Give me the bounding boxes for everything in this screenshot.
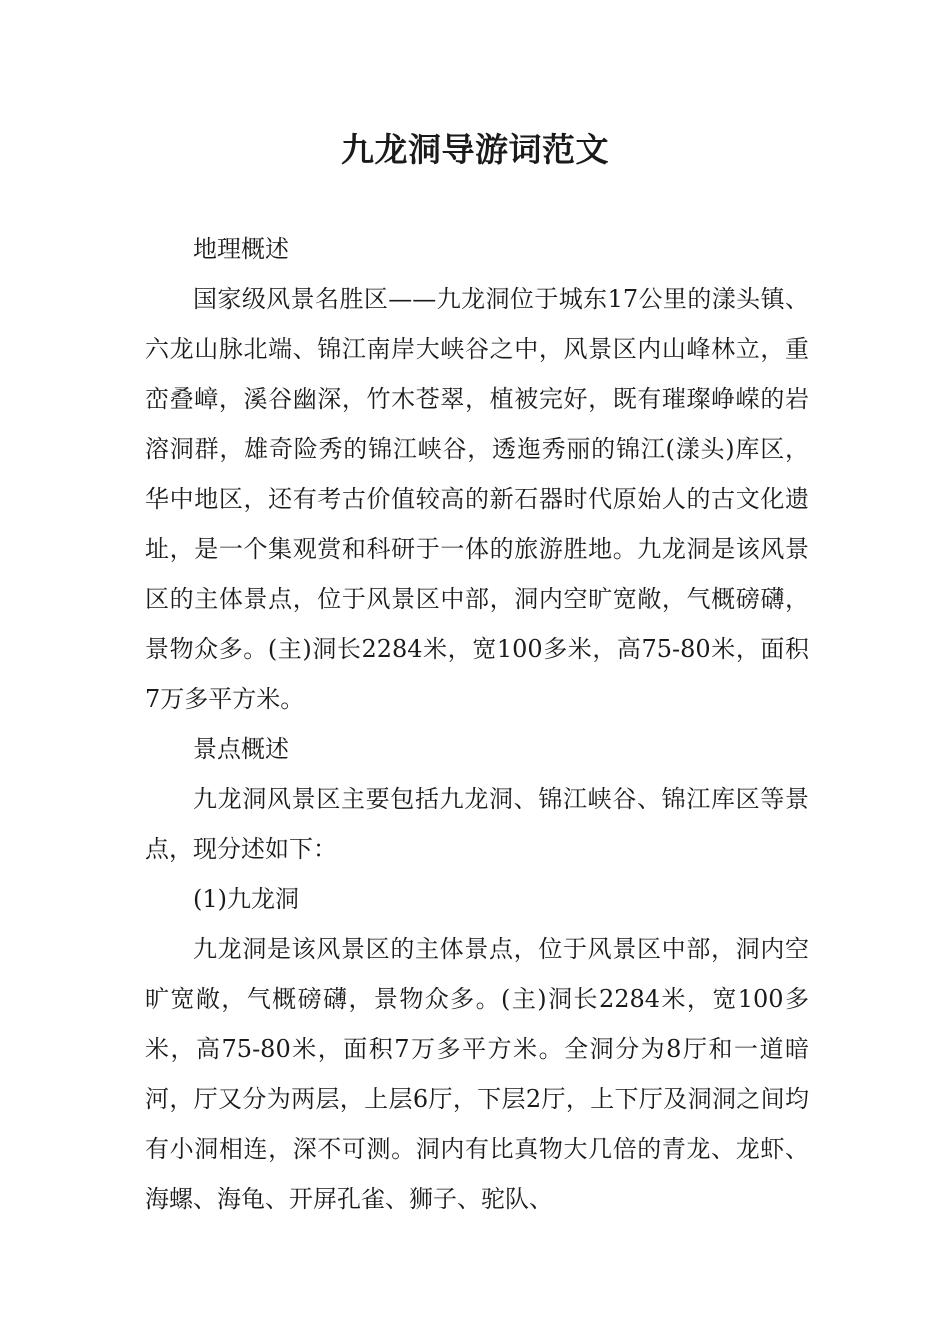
paragraph-attractions-intro: 九龙洞风景区主要包括九龙洞、锦江峡谷、锦江库区等景点，现分述如下： bbox=[145, 785, 809, 863]
section-heading-attractions: 景点概述 bbox=[193, 735, 289, 763]
document-body bbox=[145, 224, 809, 1224]
paragraph-geography: 国家级风景名胜区——九龙洞位于城东17公里的漾头镇、六龙山脉北端、锦江南岸大峡谷之中，风景区内山峰林立，重峦叠嶂，溪谷幽深，竹木苍翠，植被完好，既有璀璨峥嵘的岩溶洞群，雄奇险秀的锦江峡谷，透迤秀丽的锦江(漾头)库区，华中地区，还有考古价值较高的新石器时代原始人的古文化遗址，是一个集观赏和科研于一体的旅游胜地。九龙洞是该风景区的主体景点，位于风景区中部，洞内空旷宽敞，气概磅礴，景物众多。(主)洞长2284米，宽100多米，高75-80米，面积7万多平方米。 bbox=[145, 285, 809, 713]
document-title: 九龙洞导游词范文 bbox=[341, 130, 609, 169]
section-heading-geography: 地理概述 bbox=[193, 235, 289, 263]
paragraph-jiulong-cave: 九龙洞是该风景区的主体景点，位于风景区中部，洞内空旷宽敞，气概磅礴，景物众多。(主)洞长2284米，宽100多米，高75-80米，面积7万多平方米。全洞分为8厅和一道暗河，厅又分为两层，上层6厅，下层2厅，上下厅及洞洞之间均有小洞相连，深不可测。洞内有比真物大几倍的青龙、龙虾、海螺、海龟、开屏孔雀、狮子、驼队、 bbox=[145, 935, 809, 1213]
subheading-jiulong-cave: (1)九龙洞 bbox=[193, 885, 299, 913]
